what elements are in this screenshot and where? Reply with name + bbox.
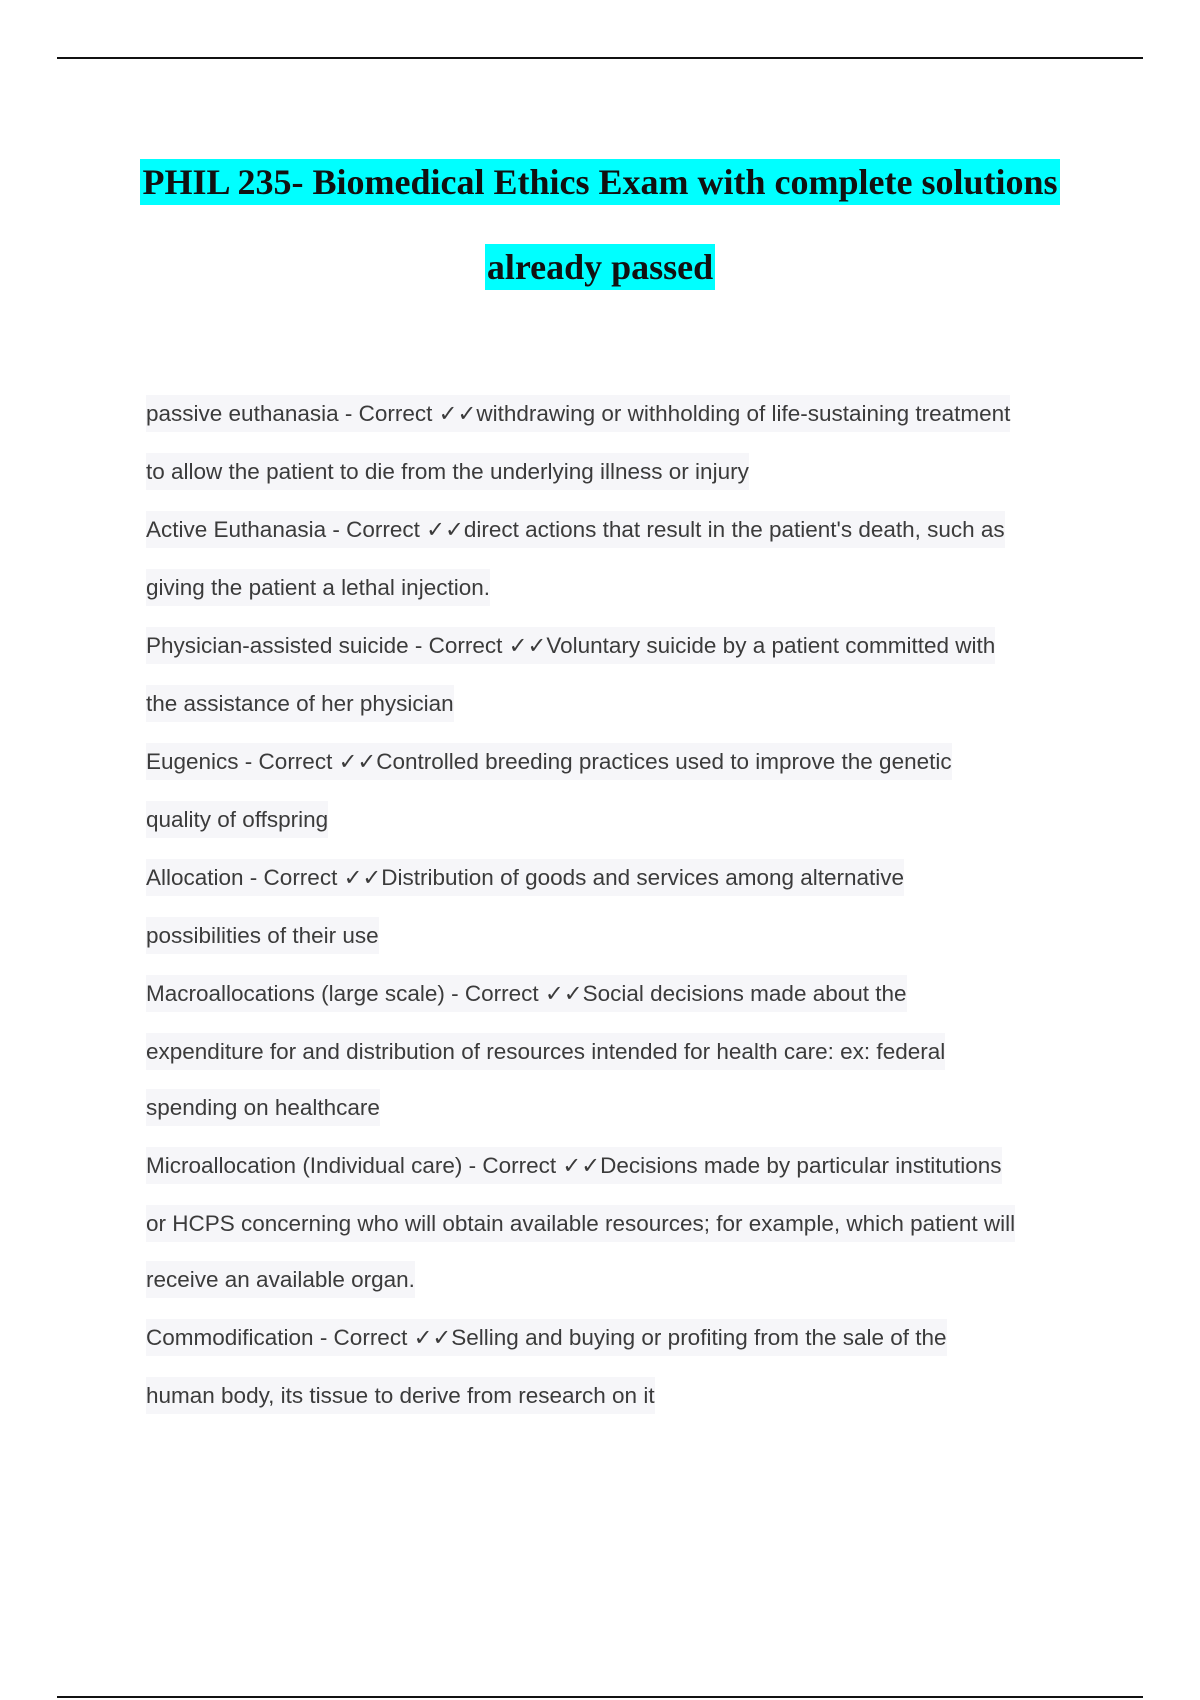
- entry-macroallocations: [146, 964, 1086, 1136]
- entry-text: Eugenics - Correct ✓✓Controlled breeding practices used to improve the genetic: [146, 743, 952, 780]
- entry-text: to allow the patient to die from the underlying illness or injury: [146, 453, 749, 490]
- entry-line: [146, 1196, 1086, 1252]
- entry-text: Macroallocations (large scale) - Correct ✓✓Social decisions made about the: [146, 975, 907, 1012]
- entry-text: expenditure for and distribution of resources intended for health care: ex: federal: [146, 1033, 945, 1070]
- entry-commodification: [146, 1308, 1086, 1424]
- entry-text: Active Euthanasia - Correct ✓✓direct actions that result in the patient's death, such as: [146, 511, 1005, 548]
- entry-line: [146, 908, 1086, 964]
- entry-eugenics: [146, 732, 1086, 848]
- bottom-rule: [57, 1696, 1143, 1698]
- entry-physician-assisted-suicide: [146, 616, 1086, 732]
- entry-line: [146, 444, 1086, 500]
- entry-line: [146, 500, 1086, 560]
- entry-text: passive euthanasia - Correct ✓✓withdrawing or withholding of life-sustaining treatment: [146, 395, 1010, 432]
- entry-text: Physician-assisted suicide - Correct ✓✓Voluntary suicide by a patient committed with: [146, 627, 995, 664]
- entry-text: quality of offspring: [146, 801, 328, 838]
- entry-allocation: [146, 848, 1086, 964]
- entry-line: [146, 792, 1086, 848]
- flashcard-list: [146, 384, 1086, 1424]
- title-line-2-text: already passed: [485, 244, 715, 290]
- entry-line: [146, 1308, 1086, 1368]
- entry-active-euthanasia: [146, 500, 1086, 616]
- entry-line: [146, 616, 1086, 676]
- entry-line: [146, 1136, 1086, 1196]
- title-line-1: [0, 140, 1200, 225]
- page-title: [0, 140, 1200, 310]
- entry-line: [146, 732, 1086, 792]
- title-line-1-text: PHIL 235- Biomedical Ethics Exam with complete solutions: [140, 159, 1059, 205]
- entry-text: receive an available organ.: [146, 1261, 415, 1298]
- entry-line: [146, 1368, 1086, 1424]
- entry-text: Microallocation (Individual care) - Correct ✓✓Decisions made by particular institutions: [146, 1147, 1002, 1184]
- entry-text: possibilities of their use: [146, 917, 379, 954]
- entry-line: [146, 1252, 1086, 1308]
- entry-text: Commodification - Correct ✓✓Selling and buying or profiting from the sale of the: [146, 1319, 947, 1356]
- entry-line: [146, 676, 1086, 732]
- entry-text: or HCPS concerning who will obtain available resources; for example, which patient will: [146, 1205, 1015, 1242]
- entry-text: spending on healthcare: [146, 1089, 380, 1126]
- entry-text: Allocation - Correct ✓✓Distribution of goods and services among alternative: [146, 859, 904, 896]
- entry-passive-euthanasia: [146, 384, 1086, 500]
- entry-text: human body, its tissue to derive from research on it: [146, 1377, 655, 1414]
- entry-text: giving the patient a lethal injection.: [146, 569, 490, 606]
- entry-line: [146, 964, 1086, 1024]
- entry-line: [146, 848, 1086, 908]
- top-rule: [57, 57, 1143, 59]
- entry-text: the assistance of her physician: [146, 685, 454, 722]
- entry-line: [146, 1080, 1086, 1136]
- title-line-2: [0, 225, 1200, 310]
- entry-line: [146, 560, 1086, 616]
- entry-line: [146, 384, 1086, 444]
- entry-microallocation: [146, 1136, 1086, 1308]
- entry-line: [146, 1024, 1086, 1080]
